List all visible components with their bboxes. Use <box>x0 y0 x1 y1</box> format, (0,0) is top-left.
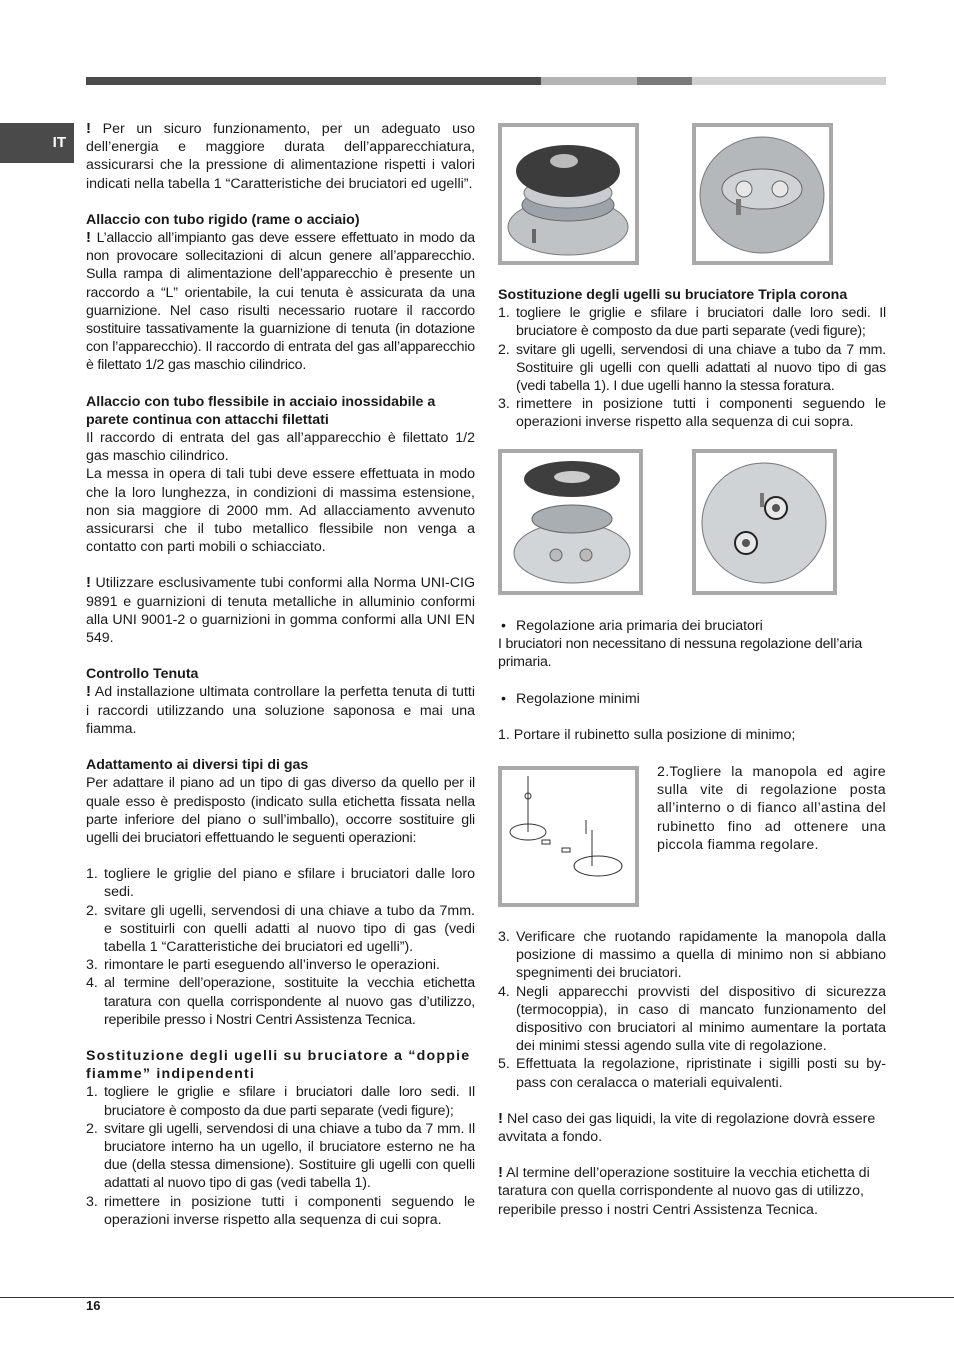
gas-adaptation-paragraph: Per adattare il piano ad un tipo di gas diverso da quello per il quale esso è predisposto (indicato sulla etichetta fissata nella parte inferiore del piano o sull’imballo), occorre sostituire gli ugelli dei bruciatori effettuando le seguenti operazioni: <box>86 775 475 846</box>
heading-flexible-pipe: Allaccio con tubo flessibile in acciaio inossidabile a parete continua con attacchi filettati <box>86 393 436 428</box>
list-number: 3. <box>498 929 510 945</box>
tap-adjustment-drawing <box>502 770 635 903</box>
header-bar-segment-3 <box>637 77 692 85</box>
list-number: 4. <box>86 975 98 992</box>
right-column-top <box>498 286 886 432</box>
list-item <box>498 928 886 983</box>
right-column-bottom <box>498 928 886 1219</box>
bullet-text: Regolazione minimi <box>516 690 640 707</box>
list-number: 3. <box>498 396 510 413</box>
bullet-text: Regolazione aria primaria dei bruciatori <box>516 618 763 634</box>
left-column <box>86 120 475 1229</box>
liquid-gas-text: Nel caso dei gas liquidi, la vite di regolazione dovrà essere avvitata a fondo. <box>498 1110 876 1146</box>
list-item <box>86 902 475 957</box>
leak-check-paragraph <box>86 683 475 738</box>
step-1: 1. Portare il rubinetto sulla posizione di minimo; <box>498 726 796 743</box>
primary-air-paragraph: I bruciatori non necessitano di nessuna regolazione dell’aria primaria. <box>498 636 863 671</box>
list-item <box>498 1055 886 1091</box>
language-tab-label: IT <box>52 133 66 151</box>
figure-triple-crown-burner-base <box>692 449 837 595</box>
bullet-minimum <box>498 690 886 708</box>
warning-mark: ! <box>498 1109 503 1127</box>
list-number: 3. <box>86 1193 98 1210</box>
list-item <box>498 395 886 431</box>
warning-mark: ! <box>86 683 91 701</box>
heading-triple-crown: Sostituzione degli ugelli su bruciatore Tripla corona <box>498 287 848 303</box>
header-bar-segment-1 <box>86 77 541 85</box>
list-text: svitare gli ugelli, servendosi di una chiave a tubo da 7mm. e sostituirli con quelli adatti al nuovo tipo di gas (vedi tabella 1 “Caratteristiche dei bruciatori ed ugelli”). <box>104 902 475 955</box>
label-paragraph <box>498 1164 886 1219</box>
list-number: 2. <box>498 341 510 358</box>
list-text: Effettuata la regolazione, ripristinate i sigilli posti su by-pass con ceralacca o materiali equivalenti. <box>516 1056 886 1091</box>
figure-tap-adjustment <box>498 766 639 907</box>
list-number: 2. <box>86 1120 98 1137</box>
burner-base-drawing <box>696 127 829 261</box>
liquid-gas-paragraph <box>498 1110 886 1146</box>
list-text: togliere le griglie e sfilare i bruciatori dalle loro sedi. Il bruciatore è composto da due parti separate (vedi figure); <box>104 1084 475 1119</box>
list-number: 1. <box>498 305 510 322</box>
list-item <box>86 1120 475 1193</box>
list-text: Negli apparecchi provvisti del dispositivo di sicurezza (termocoppia), in caso di mancato funzionamento del dispositivo con bruciatori al minimo aumentare la portata dei minimi stessi agendo sulla vite di regolazione. <box>516 983 886 1055</box>
warning-mark: ! <box>86 120 91 137</box>
figure-triple-crown-burner-exploded <box>498 449 643 595</box>
bullet-primary-air <box>498 617 886 635</box>
list-item <box>498 341 886 396</box>
list-text: svitare gli ugelli, servendosi di una chiave a tubo da 7 mm. Il bruciatore interno ha un ugello, il bruciatore esterno ne ha due (della stessa dimensione). Sostituire gli ugelli con quelli adattati al nuovo tipo di gas (vedi tabella 1). <box>104 1120 475 1192</box>
warning-mark: ! <box>86 574 91 592</box>
list-text: svitare gli ugelli, servendosi di una chiave a tubo da 7 mm. Sostituire gli ugelli con quelli adattati al nuovo tipo di gas (vedi tabella 1). I due ugelli hanno la stessa foratura. <box>516 341 886 395</box>
figure-double-flame-burner-exploded <box>498 123 639 265</box>
header-bar-segment-2 <box>541 77 637 85</box>
list-item <box>498 983 886 1056</box>
list-item <box>86 1083 475 1119</box>
list-item <box>498 304 886 340</box>
warning-mark: ! <box>498 1164 503 1182</box>
label-text: Al termine dell’operazione sostituire la vecchia etichetta di taratura con quella corrispondente al nuovo gas di utilizzo, reperibile presso i nostri Centri Assistenza Tecnica. <box>498 1165 870 1218</box>
heading-double-flame: Sostituzione degli ugelli su bruciatore a “doppie fiamme” indipendenti <box>86 1047 471 1083</box>
list-text: Verificare che ruotando rapidamente la manopola dalla posizione di massimo a quella di minimo non si abbiano spegnimenti dei bruciatori. <box>516 929 886 982</box>
list-text: rimettere in posizione tutti i componenti seguendo le operazioni inverse rispetto alla sequenza di cui sopra. <box>516 396 886 431</box>
list-number: 1. <box>86 1084 98 1101</box>
heading-leak-check: Controllo Tenuta <box>86 666 199 683</box>
leak-check-text: Ad installazione ultimata controllare la perfetta tenuta di tutti i raccordi utilizzando una soluzione saponosa e mai una fiamma. <box>86 684 475 737</box>
list-number: 4. <box>498 983 510 1000</box>
right-column-step2 <box>657 763 886 854</box>
list-item <box>86 956 475 974</box>
list-text: togliere le griglie e sfilare i bruciatori dalle loro sedi. Il bruciatore è composto da due parti separate (vedi figure); <box>516 305 886 340</box>
norm-paragraph <box>86 574 475 647</box>
language-tab <box>0 123 74 163</box>
minimum-adjust-list <box>498 928 886 1092</box>
triple-crown-list <box>498 304 886 431</box>
footer-rule <box>0 1297 954 1298</box>
figure-double-flame-burner-base <box>692 123 833 265</box>
rigid-pipe-text: L’allaccio all’impianto gas deve essere effettuato in modo da non provocare sollecitazioni di alcun genere all’apparecchio. Sulla rampa di alimentazione dell’apparecchio è presente un raccordo a “L” orientabile, la cui tenuta è assicurata da una guarnizione. Nel caso risulti necessario ruotare il raccordo sostituire tassativamente la guarnizione di tenuta (in dotazione con l’apparecchio). Il raccordo di entrata del gas all’apparecchio è filettato 1/2 gas maschio cilindrico. <box>86 230 475 374</box>
page-number: 16 <box>86 1298 101 1313</box>
list-number: 5. <box>498 1056 510 1073</box>
list-text: togliere le griglie del piano e sfilare i bruciatori dalle loro sedi. <box>104 866 475 901</box>
list-number: 3. <box>86 957 98 974</box>
flexible-pipe-paragraph-1: Il raccordo di entrata del gas all’apparecchio è filettato 1/2 gas maschio cilindrico. <box>86 430 475 465</box>
list-number: 1. <box>86 866 98 883</box>
intro-paragraph <box>86 120 475 193</box>
heading-gas-adaptation: Adattamento ai diversi tipi di gas <box>86 757 309 774</box>
bullet-mark: • <box>501 690 506 707</box>
list-text: al termine dell’operazione, sostituite la vecchia etichetta taratura con quella corrispondente al nuovo gas d’utilizzo, reperibile presso i Nostri Centri Assistenza Tecnica. <box>104 975 475 1028</box>
triple-crown-exploded-drawing <box>502 453 639 591</box>
bullet-mark: • <box>501 618 506 634</box>
norm-text: Utilizzare esclusivamente tubi conformi alla Norma UNI-CIG 9891 e guarnizioni di tenuta metalliche in alluminio conformi alla UNI 9001-2 o guarnizioni in gomma conformi alla UNI EN 549. <box>86 575 475 647</box>
heading-rigid-pipe: Allaccio con tubo rigido (rame o acciaio) <box>86 211 360 228</box>
list-text: rimettere in posizione tutti i componenti seguendo le operazioni inverse rispetto alla sequenza di cui sopra. <box>104 1193 475 1228</box>
intro-text: Per un sicuro funzionamento, per un adeguato uso dell’energia e maggiore durata dell’apparecchiatura, assicurarsi che la pressione di alimentazione rispetti i valori indicati nella tabella 1 “Caratteristiche dei bruciatori ed ugelli”. <box>86 121 475 192</box>
burner-exploded-drawing <box>502 127 635 261</box>
triple-crown-base-drawing <box>696 453 833 591</box>
right-column-middle <box>498 617 886 744</box>
gas-adaptation-list <box>86 865 475 1029</box>
list-item <box>86 865 475 901</box>
list-text: rimontare le parti eseguendo all’inverso le operazioni. <box>104 957 440 974</box>
flexible-pipe-paragraph-2: La messa in opera di tali tubi deve essere effettuata in modo che la loro lunghezza, in condizioni di massima estensione, non sia maggiore di 2000 mm. Ad allacciamento avvenuto assicurarsi che il tubo metallico flessibile non venga a contatto con parti mobili o schiacciato. <box>86 466 475 556</box>
warning-mark: ! <box>86 229 91 247</box>
list-item <box>86 1193 475 1229</box>
list-item <box>86 974 475 1029</box>
list-number: 2. <box>86 902 98 919</box>
double-flame-list <box>86 1083 475 1229</box>
rigid-pipe-paragraph <box>86 229 475 375</box>
header-bar-segment-4 <box>692 77 886 85</box>
step-2: 2.Togliere la manopola ed agire sulla vite di regolazione posta all’interno o di fianco all’astina del rubinetto fino ad ottenere una piccola fiamma regolare. <box>657 764 886 853</box>
